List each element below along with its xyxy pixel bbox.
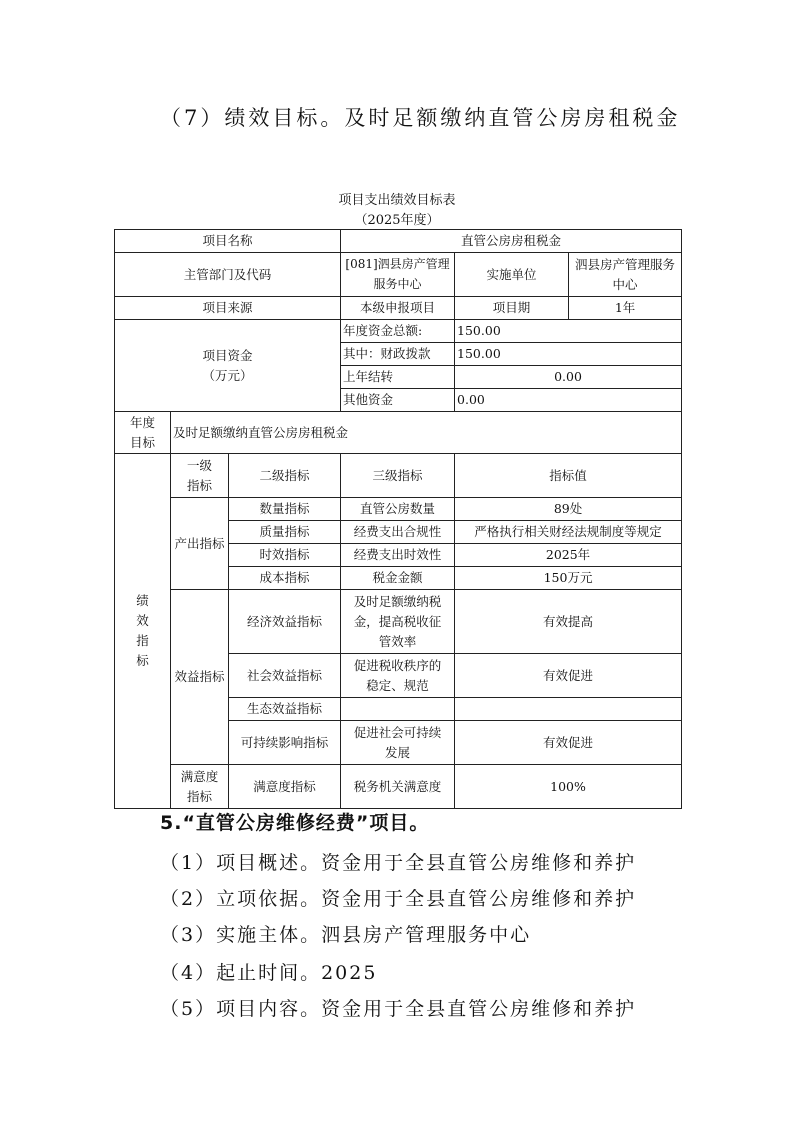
paragraph-subject: （3）实施主体。泗县房产管理服务中心 (160, 924, 532, 946)
paragraph-basis: （2）立项依据。资金用于全县直管公房维修和养护 (160, 888, 637, 910)
section5-title: 5.“直管公房维修经费”项目。 (160, 812, 430, 834)
fiscal-value: 150.00 (455, 343, 682, 366)
performance-target-table (114, 229, 682, 809)
annual-total-label: 年度资金总额: (341, 320, 455, 343)
paragraph-period: （4）起止时间。2025 (160, 962, 378, 984)
benefit-value: 有效提高 (455, 590, 682, 654)
carryover-label: 上年结转 (341, 366, 455, 389)
dept-value: [081]泗县房产管理服务中心 (341, 253, 455, 297)
table-title: 项目支出绩效目标表 (338, 193, 456, 208)
source-value: 本级申报项目 (341, 297, 455, 320)
satisfaction-value: 100% (455, 765, 682, 809)
benefit-lvl2: 经济效益指标 (229, 590, 341, 654)
indicators-label: 绩效指标 (115, 454, 171, 809)
lvl1-header: 一级指标 (171, 454, 229, 498)
annual-total-value: 150.00 (455, 320, 682, 343)
carryover-value: 0.00 (455, 366, 682, 389)
output-lvl2: 质量指标 (229, 521, 341, 544)
goal-value: 及时足额缴纳直管公房房租税金 (171, 412, 682, 454)
dept-label: 主管部门及代码 (115, 253, 341, 297)
output-value: 严格执行相关财经法规制度等规定 (455, 521, 682, 544)
impl-value: 泗县房产管理服务中心 (569, 253, 682, 297)
lvl3-header: 三级指标 (341, 454, 455, 498)
benefit-value (455, 698, 682, 721)
output-value: 150万元 (455, 567, 682, 590)
benefit-lvl2: 生态效益指标 (229, 698, 341, 721)
funds-label-text: 项目资金 (202, 347, 253, 363)
lvl2-header: 二级指标 (229, 454, 341, 498)
benefit-value: 有效促进 (455, 721, 682, 765)
output-lvl3: 直管公房数量 (341, 498, 455, 521)
table-year: （2025年度） (354, 213, 440, 228)
funds-label (115, 320, 341, 412)
other-value: 0.00 (455, 389, 682, 412)
fiscal-label: 其中：财政拨款 (341, 343, 455, 366)
project-name-value: 直管公房房租税金 (341, 230, 682, 253)
output-label: 产出指标 (171, 498, 229, 590)
benefit-lvl2: 可持续影响指标 (229, 721, 341, 765)
project-name-label: 项目名称 (115, 230, 341, 253)
benefit-lvl3: 促进社会可持续发展 (341, 721, 455, 765)
period-value: 1年 (569, 297, 682, 320)
satisfaction-lvl3: 税务机关满意度 (341, 765, 455, 809)
satisfaction-label: 满意度指标 (171, 765, 229, 809)
output-lvl3: 经费支出合规性 (341, 521, 455, 544)
funds-unit: （万元） (202, 367, 253, 383)
output-value: 2025年 (455, 544, 682, 567)
value-header: 指标值 (455, 454, 682, 498)
output-lvl3: 经费支出时效性 (341, 544, 455, 567)
benefit-lvl3: 促进税收秩序的稳定、规范 (341, 654, 455, 698)
section-heading: （7）绩效目标。及时足额缴纳直管公房房租税金 (160, 106, 681, 130)
output-lvl2: 成本指标 (229, 567, 341, 590)
period-label: 项目期 (455, 297, 569, 320)
source-label: 项目来源 (115, 297, 341, 320)
satisfaction-lvl2: 满意度指标 (229, 765, 341, 809)
output-lvl3: 税金金额 (341, 567, 455, 590)
paragraph-overview: （1）项目概述。资金用于全县直管公房维修和养护 (160, 852, 637, 874)
benefit-lvl3 (341, 698, 455, 721)
output-lvl2: 数量指标 (229, 498, 341, 521)
benefit-lvl2: 社会效益指标 (229, 654, 341, 698)
benefit-label: 效益指标 (171, 590, 229, 765)
impl-label: 实施单位 (455, 253, 569, 297)
output-value: 89处 (455, 498, 682, 521)
other-label: 其他资金 (341, 389, 455, 412)
paragraph-content: （5）项目内容。资金用于全县直管公房维修和养护 (160, 998, 637, 1020)
output-lvl2: 时效指标 (229, 544, 341, 567)
benefit-value: 有效促进 (455, 654, 682, 698)
benefit-lvl3: 及时足额缴纳税金，提高税收征管效率 (341, 590, 455, 654)
goal-label: 年度目标 (115, 412, 171, 454)
